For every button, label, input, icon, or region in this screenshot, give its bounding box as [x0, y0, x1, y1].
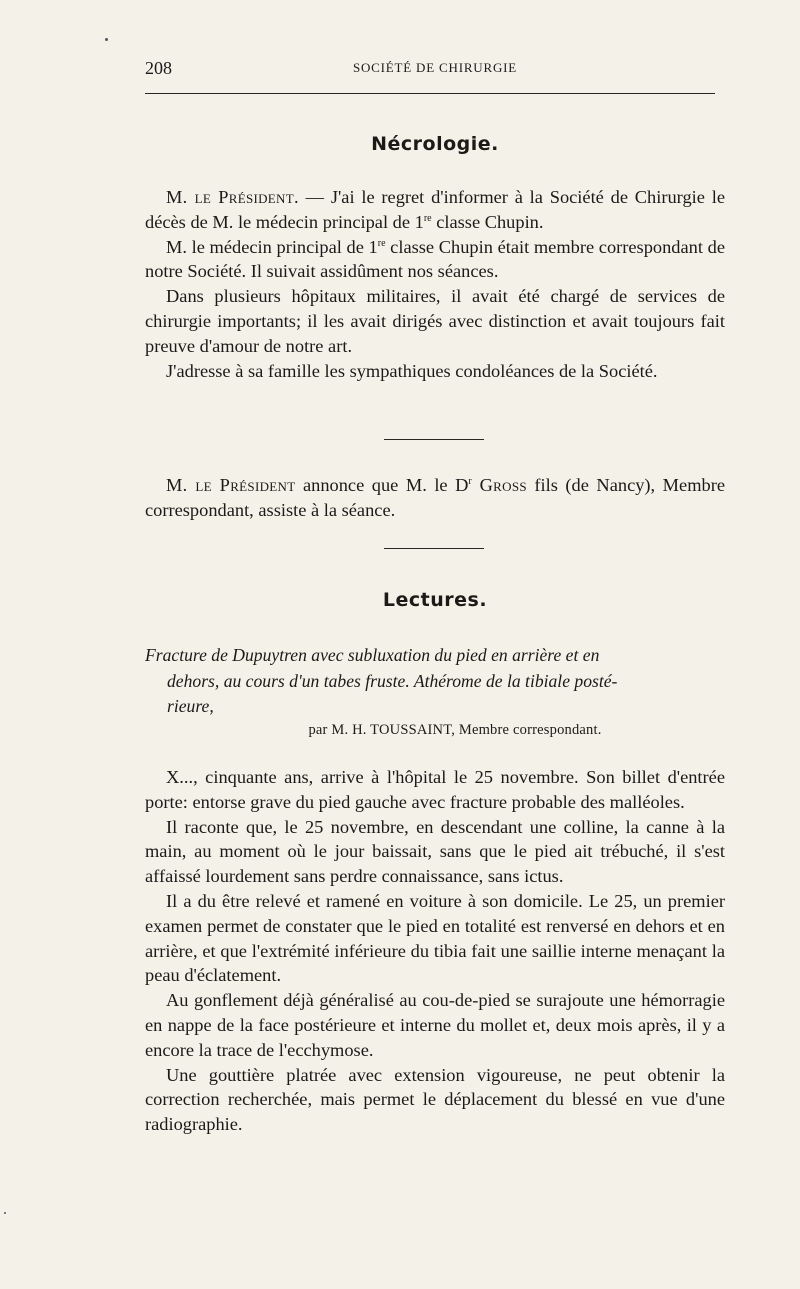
necrologie-body — [145, 185, 725, 383]
header-rule — [145, 93, 715, 94]
necrologie-paragraph-4: J'adresse à sa famille les sympathiques condoléances de la Société. — [166, 360, 658, 381]
speaker-label: M. le Président — [166, 475, 296, 495]
announcement-paragraph: M. le Président annonce que M. le $D^r$ Gross fils (de Nancy), Membre correspondant, assiste à la séance. — [145, 475, 725, 520]
article-paragraph: Une gouttière platrée avec extension vigoureuse, ne peut obtenir la correction recherchée, mais permet le déplacement du blessé en vue d'une radiographie. — [145, 1064, 725, 1135]
section-divider — [384, 548, 484, 549]
article-paragraph: X..., cinquante ans, arrive à l'hôpital le 25 novembre. Son billet d'entrée porte: entorse grave du pied gauche avec fracture probable des malléoles. — [145, 767, 725, 812]
article-title-line: dehors, au cours d'un tabes fruste. Athérome de la tibiale posté- — [167, 670, 618, 691]
article-title — [145, 643, 725, 720]
necrologie-paragraph-2: M. le médecin principal de 1re classe Chupin était membre correspondant de notre Société. Il suivait assidûment nos séances. — [145, 236, 725, 282]
necrologie-paragraph-1: M. le Président. — J'ai le regret d'informer à la Société de Chirurgie le décès de M. le médecin principal de 1re classe Chupin. — [145, 187, 725, 232]
print-speck — [105, 38, 108, 41]
article-title-line: Fracture de Dupuytren avec subluxation du pied en arrière et en — [145, 645, 600, 665]
necrologie-paragraph-3: Dans plusieurs hôpitaux militaires, il avait été chargé de services de chirurgie importants; il les avait dirigés avec distinction et avait toujours fait preuve d'amour de notre art. — [145, 286, 725, 356]
speaker-label: M. le Président. — [166, 187, 299, 207]
article-paragraph: Il a du être relevé et ramené en voiture à son domicile. Le 25, un premier examen permet de constater que le pied en totalité est renversé en dehors et en arrière, et que l'extrémité inférieure du tibia fait une saillie interne menaçant la peau d'éclatement. — [145, 890, 725, 986]
lectures-heading: Lectures. — [382, 589, 488, 611]
article-title-line: rieure, — [167, 696, 214, 716]
article-paragraph: Il raconte que, le 25 novembre, en descendant une colline, la canne à la main, au moment où le jour baissait, sans que le pied ait trébuché, il s'est affaissé lourdement sans perdre connaissance, sans ictus. — [145, 816, 725, 887]
article-paragraph: Au gonflement déjà généralisé au cou-de-pied se surajoute une hémorragie en nappe de la face postérieure et interne du mollet et, deux mois après, il y a encore la trace de l'ecchymose. — [145, 990, 725, 1060]
article-byline: par M. H. TOUSSAINT, Membre correspondant. — [308, 722, 602, 738]
section-divider — [384, 439, 484, 440]
necrologie-heading: Nécrologie. — [371, 133, 499, 155]
article-body — [145, 765, 725, 1137]
running-head — [145, 58, 725, 82]
running-title: SOCIÉTÉ DE CHIRURGIE — [352, 60, 518, 75]
announcement-body — [145, 473, 725, 523]
page-number: 208 — [145, 58, 172, 78]
print-speck — [4, 1212, 6, 1214]
